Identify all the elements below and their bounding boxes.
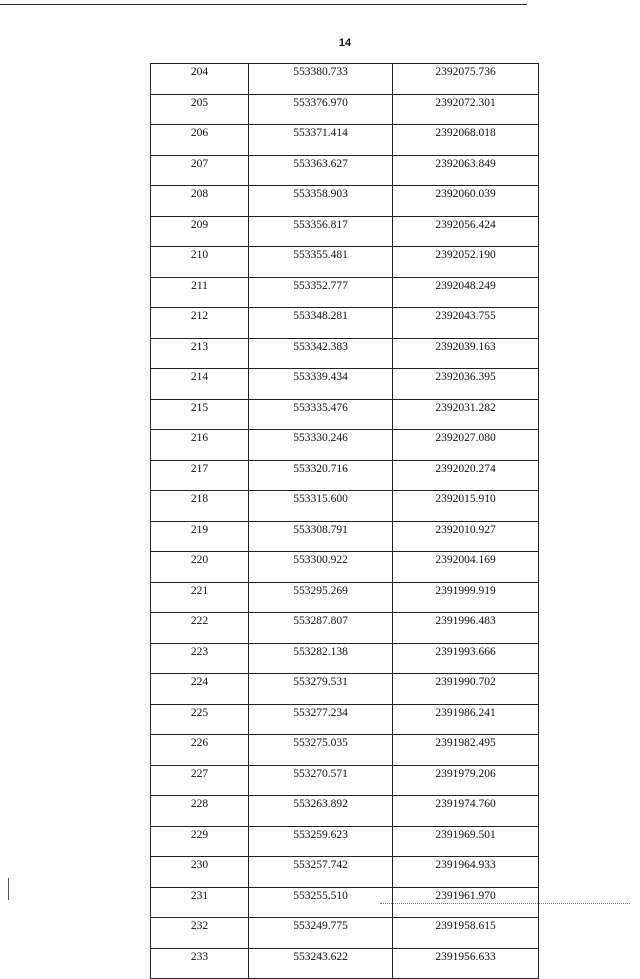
table-row xyxy=(151,918,539,949)
y-coordinate-cell: 2391999.919 xyxy=(393,582,539,613)
footer-dotted-rule xyxy=(380,903,630,904)
x-coordinate-cell: 553308.791 xyxy=(249,521,393,552)
point-id-cell: 231 xyxy=(151,887,249,918)
y-coordinate-cell: 2391958.615 xyxy=(393,918,539,949)
point-id-cell: 227 xyxy=(151,765,249,796)
margin-mark xyxy=(8,878,9,900)
table-row xyxy=(151,613,539,644)
point-id-cell: 205 xyxy=(151,94,249,125)
table-row xyxy=(151,460,539,491)
y-coordinate-cell: 2391979.206 xyxy=(393,765,539,796)
point-id-cell: 226 xyxy=(151,735,249,766)
point-id-cell: 233 xyxy=(151,948,249,979)
x-coordinate-cell: 553352.777 xyxy=(249,277,393,308)
table-row xyxy=(151,735,539,766)
y-coordinate-cell: 2391964.933 xyxy=(393,857,539,888)
x-coordinate-cell: 553335.476 xyxy=(249,399,393,430)
x-coordinate-cell: 553363.627 xyxy=(249,155,393,186)
x-coordinate-cell: 553376.970 xyxy=(249,94,393,125)
table-row xyxy=(151,704,539,735)
y-coordinate-cell: 2392015.910 xyxy=(393,491,539,522)
y-coordinate-cell: 2391956.633 xyxy=(393,948,539,979)
coordinate-table-body xyxy=(151,64,539,979)
x-coordinate-cell: 553282.138 xyxy=(249,643,393,674)
table-row xyxy=(151,857,539,888)
point-id-cell: 209 xyxy=(151,216,249,247)
y-coordinate-cell: 2392039.163 xyxy=(393,338,539,369)
x-coordinate-cell: 553263.892 xyxy=(249,796,393,827)
table-row xyxy=(151,552,539,583)
point-id-cell: 229 xyxy=(151,826,249,857)
point-id-cell: 221 xyxy=(151,582,249,613)
x-coordinate-cell: 553371.414 xyxy=(249,125,393,156)
table-row xyxy=(151,247,539,278)
table-row xyxy=(151,399,539,430)
point-id-cell: 222 xyxy=(151,613,249,644)
x-coordinate-cell: 553355.481 xyxy=(249,247,393,278)
point-id-cell: 214 xyxy=(151,369,249,400)
header-rule xyxy=(0,4,527,5)
table-row xyxy=(151,521,539,552)
table-row xyxy=(151,155,539,186)
point-id-cell: 210 xyxy=(151,247,249,278)
y-coordinate-cell: 2392010.927 xyxy=(393,521,539,552)
y-coordinate-cell: 2392027.080 xyxy=(393,430,539,461)
x-coordinate-cell: 553330.246 xyxy=(249,430,393,461)
x-coordinate-cell: 553255.510 xyxy=(249,887,393,918)
y-coordinate-cell: 2391961.970 xyxy=(393,887,539,918)
point-id-cell: 230 xyxy=(151,857,249,888)
x-coordinate-cell: 553277.234 xyxy=(249,704,393,735)
point-id-cell: 219 xyxy=(151,521,249,552)
table-row xyxy=(151,582,539,613)
y-coordinate-cell: 2391986.241 xyxy=(393,704,539,735)
point-id-cell: 207 xyxy=(151,155,249,186)
y-coordinate-cell: 2391982.495 xyxy=(393,735,539,766)
x-coordinate-cell: 553270.571 xyxy=(249,765,393,796)
x-coordinate-cell: 553315.600 xyxy=(249,491,393,522)
x-coordinate-cell: 553342.383 xyxy=(249,338,393,369)
y-coordinate-cell: 2392056.424 xyxy=(393,216,539,247)
y-coordinate-cell: 2392072.301 xyxy=(393,94,539,125)
x-coordinate-cell: 553249.775 xyxy=(249,918,393,949)
x-coordinate-cell: 553339.434 xyxy=(249,369,393,400)
point-id-cell: 228 xyxy=(151,796,249,827)
y-coordinate-cell: 2391990.702 xyxy=(393,674,539,705)
page-number: 14 xyxy=(338,37,352,49)
table-row xyxy=(151,826,539,857)
point-id-cell: 215 xyxy=(151,399,249,430)
point-id-cell: 204 xyxy=(151,64,249,95)
x-coordinate-cell: 553358.903 xyxy=(249,186,393,217)
point-id-cell: 224 xyxy=(151,674,249,705)
point-id-cell: 217 xyxy=(151,460,249,491)
x-coordinate-cell: 553287.807 xyxy=(249,613,393,644)
table-row xyxy=(151,674,539,705)
point-id-cell: 225 xyxy=(151,704,249,735)
table-row xyxy=(151,948,539,979)
table-row xyxy=(151,430,539,461)
x-coordinate-cell: 553348.281 xyxy=(249,308,393,339)
y-coordinate-cell: 2391993.666 xyxy=(393,643,539,674)
table-row xyxy=(151,765,539,796)
table-row xyxy=(151,643,539,674)
coordinate-table xyxy=(150,63,539,979)
y-coordinate-cell: 2391996.483 xyxy=(393,613,539,644)
y-coordinate-cell: 2392031.282 xyxy=(393,399,539,430)
x-coordinate-cell: 553295.269 xyxy=(249,582,393,613)
table-row xyxy=(151,216,539,247)
table-row xyxy=(151,491,539,522)
point-id-cell: 218 xyxy=(151,491,249,522)
y-coordinate-cell: 2392048.249 xyxy=(393,277,539,308)
x-coordinate-cell: 553356.817 xyxy=(249,216,393,247)
x-coordinate-cell: 553275.035 xyxy=(249,735,393,766)
table-row xyxy=(151,277,539,308)
point-id-cell: 213 xyxy=(151,338,249,369)
point-id-cell: 223 xyxy=(151,643,249,674)
x-coordinate-cell: 553243.622 xyxy=(249,948,393,979)
y-coordinate-cell: 2392068.018 xyxy=(393,125,539,156)
x-coordinate-cell: 553380.733 xyxy=(249,64,393,95)
y-coordinate-cell: 2392036.395 xyxy=(393,369,539,400)
table-row xyxy=(151,64,539,95)
y-coordinate-cell: 2392063.849 xyxy=(393,155,539,186)
point-id-cell: 212 xyxy=(151,308,249,339)
point-id-cell: 208 xyxy=(151,186,249,217)
x-coordinate-cell: 553279.531 xyxy=(249,674,393,705)
x-coordinate-cell: 553257.742 xyxy=(249,857,393,888)
x-coordinate-cell: 553300.922 xyxy=(249,552,393,583)
table-row xyxy=(151,308,539,339)
table-row xyxy=(151,94,539,125)
y-coordinate-cell: 2392075.736 xyxy=(393,64,539,95)
point-id-cell: 232 xyxy=(151,918,249,949)
point-id-cell: 206 xyxy=(151,125,249,156)
x-coordinate-cell: 553259.623 xyxy=(249,826,393,857)
y-coordinate-cell: 2392043.755 xyxy=(393,308,539,339)
table-row xyxy=(151,796,539,827)
y-coordinate-cell: 2392060.039 xyxy=(393,186,539,217)
y-coordinate-cell: 2392004.169 xyxy=(393,552,539,583)
point-id-cell: 211 xyxy=(151,277,249,308)
table-row xyxy=(151,186,539,217)
y-coordinate-cell: 2391969.501 xyxy=(393,826,539,857)
y-coordinate-cell: 2392020.274 xyxy=(393,460,539,491)
point-id-cell: 216 xyxy=(151,430,249,461)
x-coordinate-cell: 553320.716 xyxy=(249,460,393,491)
table-row xyxy=(151,369,539,400)
y-coordinate-cell: 2391974.760 xyxy=(393,796,539,827)
table-row xyxy=(151,125,539,156)
table-row xyxy=(151,338,539,369)
y-coordinate-cell: 2392052.190 xyxy=(393,247,539,278)
point-id-cell: 220 xyxy=(151,552,249,583)
